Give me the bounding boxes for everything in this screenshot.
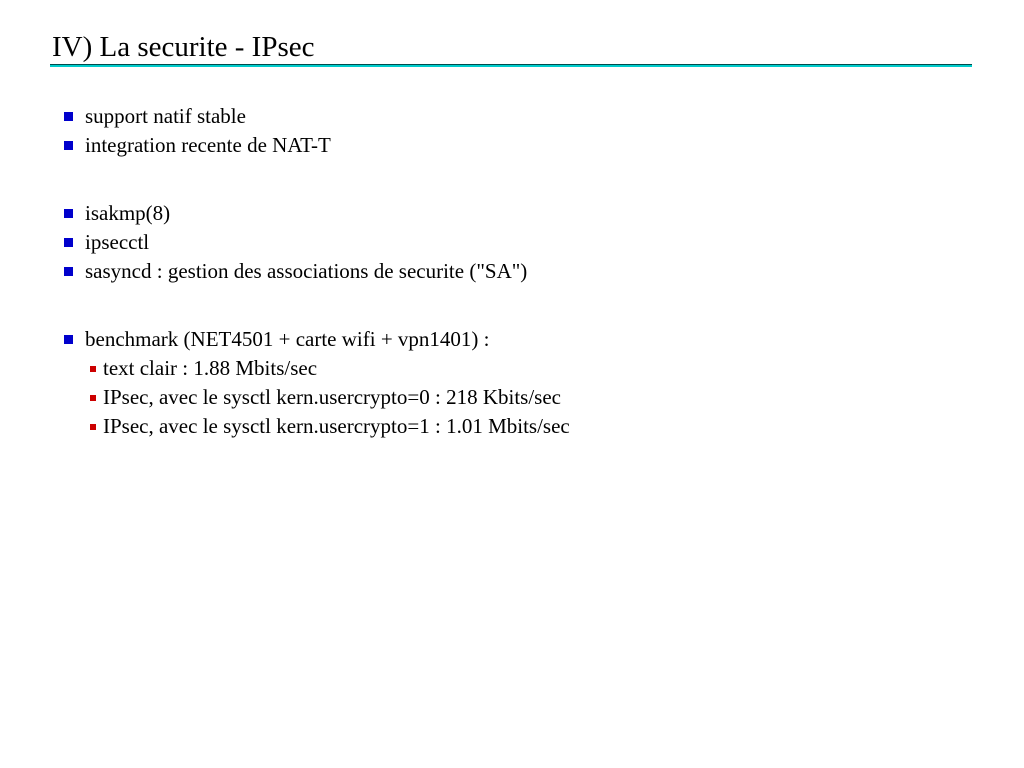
blue-square-bullet-icon bbox=[64, 112, 73, 121]
item-text: IPsec, avec le sysctl kern.usercrypto=0 : 218 Kbits/sec bbox=[103, 385, 561, 409]
list-item bbox=[0, 131, 1024, 160]
item-text: sasyncd : gestion des associations de securite ("SA") bbox=[85, 259, 528, 283]
bullet-group bbox=[0, 102, 1024, 160]
item-text: support natif stable bbox=[85, 104, 246, 128]
bullet-group bbox=[0, 199, 1024, 286]
list-item bbox=[0, 228, 1024, 257]
item-text: integration recente de NAT-T bbox=[85, 133, 331, 157]
red-square-bullet-icon bbox=[90, 366, 96, 372]
list-item bbox=[0, 257, 1024, 286]
title-underline bbox=[50, 64, 972, 67]
list-item bbox=[0, 102, 1024, 131]
item-text: benchmark (NET4501 + carte wifi + vpn1401) : bbox=[85, 327, 490, 351]
item-text: text clair : 1.88 Mbits/sec bbox=[103, 356, 318, 380]
item-text: ipsecctl bbox=[85, 230, 150, 254]
blue-square-bullet-icon bbox=[64, 209, 73, 218]
item-text: isakmp(8) bbox=[85, 201, 171, 225]
red-square-bullet-icon bbox=[90, 424, 96, 430]
blue-square-bullet-icon bbox=[64, 267, 73, 276]
list-item bbox=[0, 354, 1024, 383]
slide-content bbox=[0, 102, 1024, 480]
blue-square-bullet-icon bbox=[64, 238, 73, 247]
list-item bbox=[0, 412, 1024, 441]
list-item bbox=[0, 383, 1024, 412]
blue-square-bullet-icon bbox=[64, 335, 73, 344]
list-item bbox=[0, 199, 1024, 228]
bullet-group bbox=[0, 325, 1024, 441]
slide-title: IV) La securite - IPsec bbox=[52, 31, 315, 63]
item-text: IPsec, avec le sysctl kern.usercrypto=1 : 1.01 Mbits/sec bbox=[103, 414, 570, 438]
blue-square-bullet-icon bbox=[64, 141, 73, 150]
list-item bbox=[0, 325, 1024, 354]
red-square-bullet-icon bbox=[90, 395, 96, 401]
